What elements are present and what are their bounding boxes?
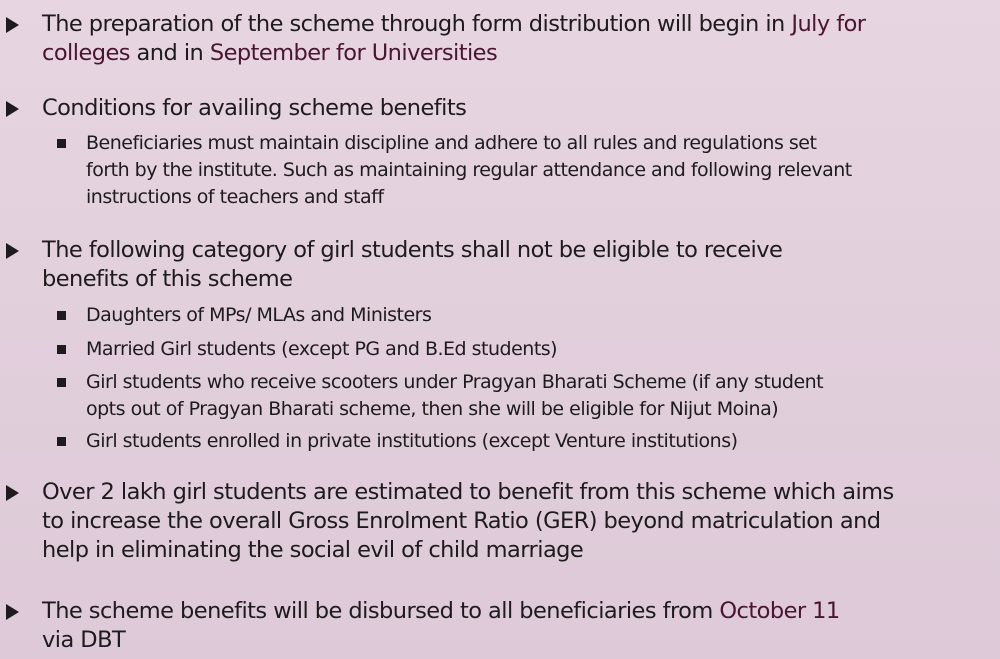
square-bullet-icon bbox=[57, 378, 66, 387]
sub-bullet-text: Beneficiaries must maintain discipline and adhere to all rules and regulations set forth by the institute. Such as maintaining regular attendance and following relevant instructions of teachers and staff bbox=[86, 132, 852, 208]
bullet-text: Over 2 lakh girl students are estimated to benefit from this scheme which aims to increase the overall Gross Enrolment Ratio (GER) beyond matriculation and help in eliminating the social evil of child marriage bbox=[42, 479, 894, 563]
bullet-title: Conditions for availing scheme benefits bbox=[42, 95, 467, 121]
sub-bullet-text: Daughters of MPs/ MLAs and Ministers bbox=[86, 304, 432, 326]
bullet-line: The preparation of the scheme through form distribution will begin in July for bbox=[42, 11, 866, 37]
bullet-text: The following category of girl students shall not be eligible to receive benefits of this scheme bbox=[42, 237, 783, 292]
square-bullet-icon bbox=[57, 139, 66, 148]
square-bullet-icon bbox=[57, 437, 66, 446]
sub-bullet-text: Married Girl students (except PG and B.Ed students) bbox=[86, 338, 558, 360]
arrow-bullet-icon bbox=[6, 17, 19, 33]
arrow-bullet-icon bbox=[6, 604, 19, 620]
bullet-text: The scheme benefits will be disbursed to all beneficiaries from October 11 via DBT bbox=[42, 597, 1000, 655]
sub-bullet-text: Girl students enrolled in private institutions (except Venture institutions) bbox=[86, 430, 738, 452]
bullet-line: The scheme benefits will be disbursed to all beneficiaries from October 11 bbox=[42, 598, 840, 624]
bullet-line: colleges and in September for Universities bbox=[42, 40, 498, 66]
square-bullet-icon bbox=[57, 311, 66, 320]
arrow-bullet-icon bbox=[6, 101, 19, 117]
sub-bullet-text: Girl students who receive scooters under Pragyan Bharati Scheme (if any student opts out of Pragyan Bharati scheme, then she will be eligible for Nijut Moina) bbox=[86, 371, 824, 420]
arrow-bullet-icon bbox=[6, 485, 19, 501]
arrow-bullet-icon bbox=[6, 243, 19, 259]
bullet-text bbox=[42, 10, 1000, 68]
square-bullet-icon bbox=[57, 345, 66, 354]
